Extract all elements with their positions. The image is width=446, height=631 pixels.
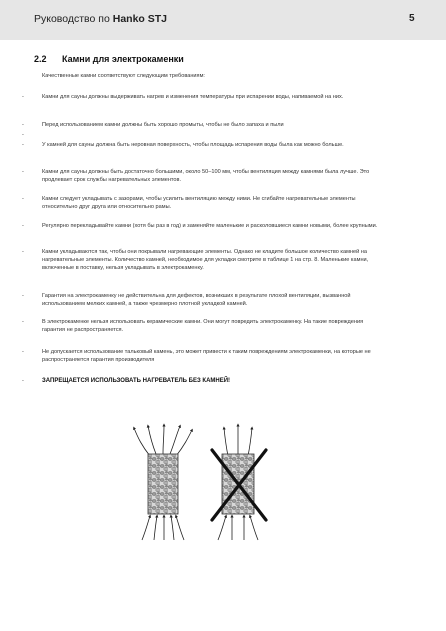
list-item-text: Регулярно перекладывайте камни (хотя бы раз в год) и заменяйте маленькие и расколовшиеся камни новыми, более крупными.: [42, 223, 378, 229]
bullet: -: [22, 142, 24, 148]
page-number: 5: [409, 13, 415, 24]
list-item-text: Камни укладываются так, чтобы они покрывали нагревающие элементы. Однако не кладите большое количество камней на нагревательные элементы. Количество камней, необходимое для укладки смотрите в таблице 1 на стр. 8. Маленькие камни, включенные в поставку, нельзя укладывать в электрокаменку.: [42, 249, 369, 271]
bullet: -: [22, 349, 24, 355]
bullet: -: [22, 169, 24, 175]
list-item-text: В электрокаменке нельзя использовать керамические камни. Они могут повредить электрокаменку. На такие повреждения гарантия не распространяется.: [42, 319, 364, 333]
bullet: -: [22, 122, 24, 128]
bullet: -: [22, 94, 24, 100]
stone-placement-illustration: [128, 422, 278, 542]
bullet: -: [22, 293, 24, 299]
section-number: 2.2: [34, 54, 47, 64]
list-item-text: Камни для сауны должны выдерживать нагрев и изменения температуры при испарении воды, напиваемой на них.: [42, 94, 344, 100]
bullet: -: [22, 249, 24, 255]
header-title: [34, 13, 167, 25]
section-heading: [34, 54, 184, 64]
correct-placement-heater: [134, 425, 192, 540]
page-header: [0, 0, 446, 40]
intro-text: Качественные камни соответствуют следующим требованиям:: [42, 73, 205, 79]
bullet: -: [22, 196, 24, 202]
list-item-text: У камней для сауны должна быть неровная поверхность, чтобы площадь испарения воды была как можно больше.: [42, 142, 344, 148]
list-item-text: Не допускается использование тальковый камень, это может привести к таким повреждениям электрокаменки, на которые не распространяется гарантия производителя: [42, 349, 371, 363]
warning-text: ЗАПРЕЩАЕТСЯ ИСПОЛЬЗОВАТЬ НАГРЕВАТЕЛЬ БЕЗ КАМНЕЙ!: [42, 378, 231, 384]
list-item-text: Камни для сауны должны быть достаточно большими, около 50–100 мм, чтобы вентиляция между камнями была лучше. Это продлевает срок службы нагревательных элементов.: [42, 169, 370, 183]
list-item-text: Перед использованием камни должны быть хорошо промыты, чтобы не было запаха и пыли: [42, 122, 284, 128]
section-title: Камни для электрокаменки: [62, 54, 184, 64]
incorrect-placement-heater: [212, 425, 266, 540]
header-title-prefix: Руководство по: [34, 13, 110, 25]
list-item-text: Гарантия на электрокаменку не действительна для дефектов, возникших в результате плохой вентиляции, вызванной использованием мелких камней, а также чрезмерно плотной укладкой камней.: [42, 293, 351, 307]
bullet: -: [22, 378, 24, 384]
bullet: -: [22, 223, 24, 229]
header-title-brand: Hanko STJ: [112, 13, 167, 25]
list-item-text: Камни следует укладывать с зазорами, чтобы усилить вентиляцию между ними. Не сгибайте нагревательные элементы относительно друг друга или относительно рамы.: [42, 196, 356, 210]
bullet: -: [22, 132, 24, 138]
bullet: -: [22, 319, 24, 325]
